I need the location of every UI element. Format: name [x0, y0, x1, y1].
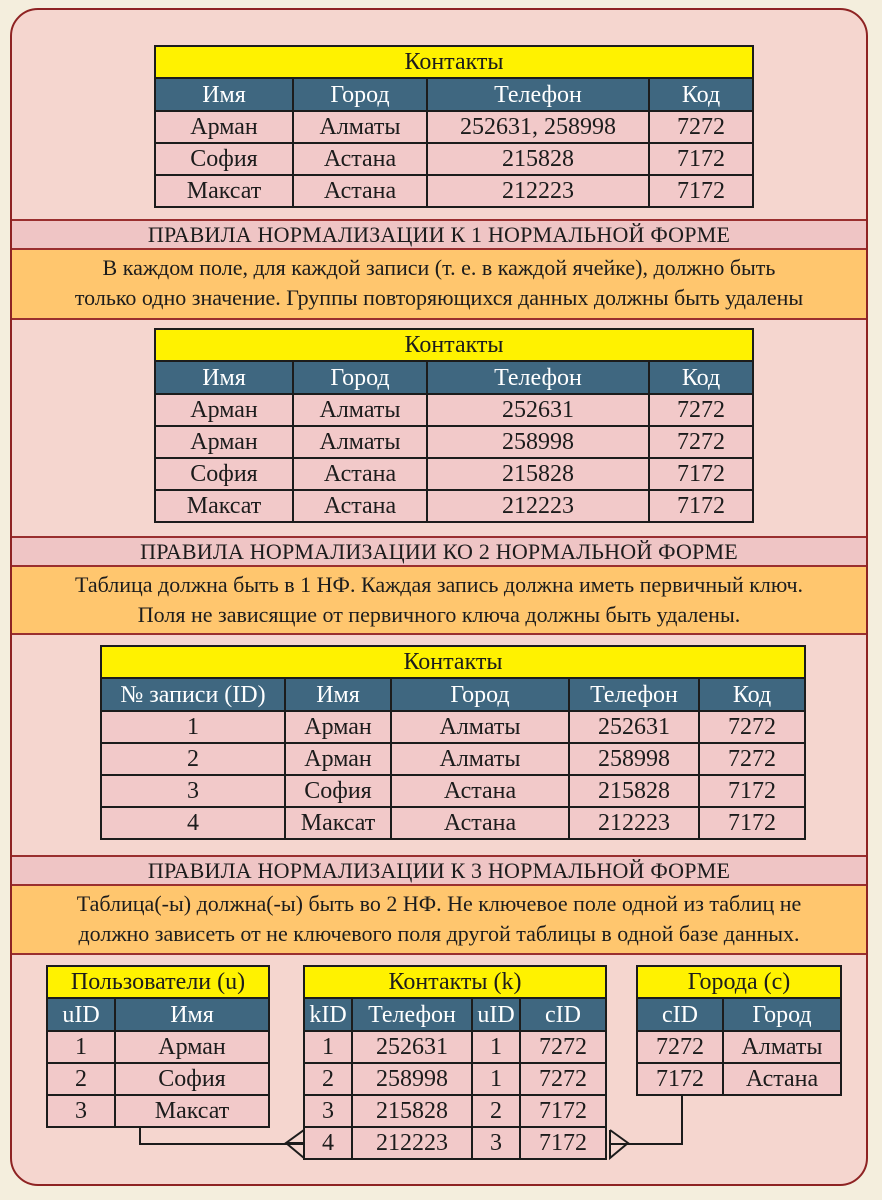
cell: Арман: [285, 743, 391, 775]
column-header: Город: [723, 998, 841, 1031]
table-row: [304, 1063, 606, 1095]
cell: Алматы: [293, 111, 427, 143]
column-header: Город: [391, 678, 569, 711]
cell: Алматы: [293, 394, 427, 426]
cell: 3: [101, 775, 285, 807]
cell: 215828: [352, 1095, 472, 1127]
cell: 258998: [427, 426, 649, 458]
column-header: uID: [472, 998, 520, 1031]
table-row: [47, 1063, 269, 1095]
column-header: Телефон: [569, 678, 699, 711]
cell: 7172: [649, 458, 753, 490]
cell: 7172: [520, 1095, 606, 1127]
table-row: [304, 1095, 606, 1127]
cell: Астана: [391, 775, 569, 807]
column-header: Город: [293, 78, 427, 111]
cell: Астана: [293, 458, 427, 490]
column-header: kID: [304, 998, 352, 1031]
column-header: № записи (ID): [101, 678, 285, 711]
table-cities: [636, 965, 842, 1096]
table-title: Контакты: [155, 329, 753, 361]
cell: София: [155, 143, 293, 175]
cell: 7172: [649, 175, 753, 207]
rule-1-line-2: только одно значение. Группы повторяющихся данных должны быть удалены: [74, 285, 804, 310]
table-contacts-k: [303, 965, 607, 1160]
column-header: Имя: [115, 998, 269, 1031]
cell: Астана: [723, 1063, 841, 1095]
column-header: Код: [649, 78, 753, 111]
cell: 4: [304, 1127, 352, 1159]
table-title: Контакты (k): [304, 966, 606, 998]
cell: 7172: [637, 1063, 723, 1095]
cell: София: [115, 1063, 269, 1095]
column-header: Код: [699, 678, 805, 711]
cell: 215828: [427, 458, 649, 490]
cell: 252631, 258998: [427, 111, 649, 143]
cell: Арман: [115, 1031, 269, 1063]
table-row: [637, 1031, 841, 1063]
cell: 7172: [699, 775, 805, 807]
rule-3-line-1: Таблица(-ы) должна(-ы) быть во 2 НФ. Не ключевое поле одной из таблиц не: [76, 891, 802, 916]
cell: 7272: [520, 1031, 606, 1063]
cell: 258998: [352, 1063, 472, 1095]
cell: Алматы: [723, 1031, 841, 1063]
cell: 212223: [569, 807, 699, 839]
cell: 3: [304, 1095, 352, 1127]
cell: 212223: [352, 1127, 472, 1159]
cell: 252631: [352, 1031, 472, 1063]
cell: 4: [101, 807, 285, 839]
column-header: Город: [293, 361, 427, 394]
cell: Арман: [155, 426, 293, 458]
table-title: Контакты: [101, 646, 805, 678]
column-header: Код: [649, 361, 753, 394]
cell: 7172: [649, 490, 753, 522]
cell: 252631: [569, 711, 699, 743]
column-header: Телефон: [427, 78, 649, 111]
cell: 7272: [649, 426, 753, 458]
cell: 1: [47, 1031, 115, 1063]
table-row: [47, 1095, 269, 1127]
cell: 7272: [649, 394, 753, 426]
table-row: [637, 1063, 841, 1095]
cell: Арман: [155, 111, 293, 143]
rule-1-heading: ПРАВИЛА НОРМАЛИЗАЦИИ К 1 НОРМАЛЬНОЙ ФОРМЕ: [12, 219, 866, 250]
cell: 2: [47, 1063, 115, 1095]
column-header: Телефон: [427, 361, 649, 394]
cell: 7172: [520, 1127, 606, 1159]
cell: 7172: [699, 807, 805, 839]
column-header: Телефон: [352, 998, 472, 1031]
cell: 7272: [699, 711, 805, 743]
cell: 7172: [649, 143, 753, 175]
cell: Алматы: [391, 711, 569, 743]
page-frame: [10, 8, 868, 1186]
cell: Максат: [155, 175, 293, 207]
table-users: [46, 965, 270, 1128]
rule-3-heading: ПРАВИЛА НОРМАЛИЗАЦИИ К 3 НОРМАЛЬНОЙ ФОРМЕ: [12, 855, 866, 886]
table-title: Города (с): [637, 966, 841, 998]
users-contacts-crowfoot: [286, 1130, 304, 1158]
cell: 252631: [427, 394, 649, 426]
cell: Астана: [293, 490, 427, 522]
cell: 7272: [520, 1063, 606, 1095]
table-row: [304, 1127, 606, 1159]
cell: Максат: [155, 490, 293, 522]
cell: 212223: [427, 490, 649, 522]
cell: 7272: [699, 743, 805, 775]
cell: 215828: [569, 775, 699, 807]
cell: 1: [101, 711, 285, 743]
cell: Максат: [115, 1095, 269, 1127]
column-header: Имя: [155, 78, 293, 111]
cell: 1: [472, 1031, 520, 1063]
cell: Алматы: [391, 743, 569, 775]
cell: 1: [304, 1031, 352, 1063]
cell: 2: [304, 1063, 352, 1095]
rule-1-line-1: В каждом поле, для каждой записи (т. е. в каждой ячейке), должно быть: [102, 255, 776, 280]
cell: Астана: [293, 175, 427, 207]
cell: 215828: [427, 143, 649, 175]
cell: 2: [101, 743, 285, 775]
cell: София: [155, 458, 293, 490]
column-header: Имя: [155, 361, 293, 394]
table-title: Пользователи (u): [47, 966, 269, 998]
table-title: Контакты: [155, 46, 753, 78]
rule-2-heading: ПРАВИЛА НОРМАЛИЗАЦИИ КО 2 НОРМАЛЬНОЙ ФОРМЕ: [12, 536, 866, 567]
cell: Арман: [285, 711, 391, 743]
cell: 3: [472, 1127, 520, 1159]
users-contacts-link: [140, 1128, 312, 1144]
cell: 1: [472, 1063, 520, 1095]
cell: 212223: [427, 175, 649, 207]
table-row: [47, 1031, 269, 1063]
column-header: Имя: [285, 678, 391, 711]
cell: Алматы: [293, 426, 427, 458]
cell: 7272: [649, 111, 753, 143]
cell: 7272: [637, 1031, 723, 1063]
column-header: uID: [47, 998, 115, 1031]
cell: Астана: [293, 143, 427, 175]
cell: Астана: [391, 807, 569, 839]
cell: София: [285, 775, 391, 807]
column-header: cID: [637, 998, 723, 1031]
table-row: [304, 1031, 606, 1063]
cell: 2: [472, 1095, 520, 1127]
rule-3-line-2: должно зависеть от не ключевого поля другой таблицы в одной базе данных.: [78, 921, 800, 946]
column-header: cID: [520, 998, 606, 1031]
cell: Максат: [285, 807, 391, 839]
cell: 3: [47, 1095, 115, 1127]
cell: 258998: [569, 743, 699, 775]
rule-2-line-1: Таблица должна быть в 1 НФ. Каждая запись должна иметь первичный ключ.: [74, 572, 804, 597]
cell: Арман: [155, 394, 293, 426]
rule-2-line-2: Поля не зависящие от первичного ключа должны быть удалены.: [137, 602, 741, 627]
